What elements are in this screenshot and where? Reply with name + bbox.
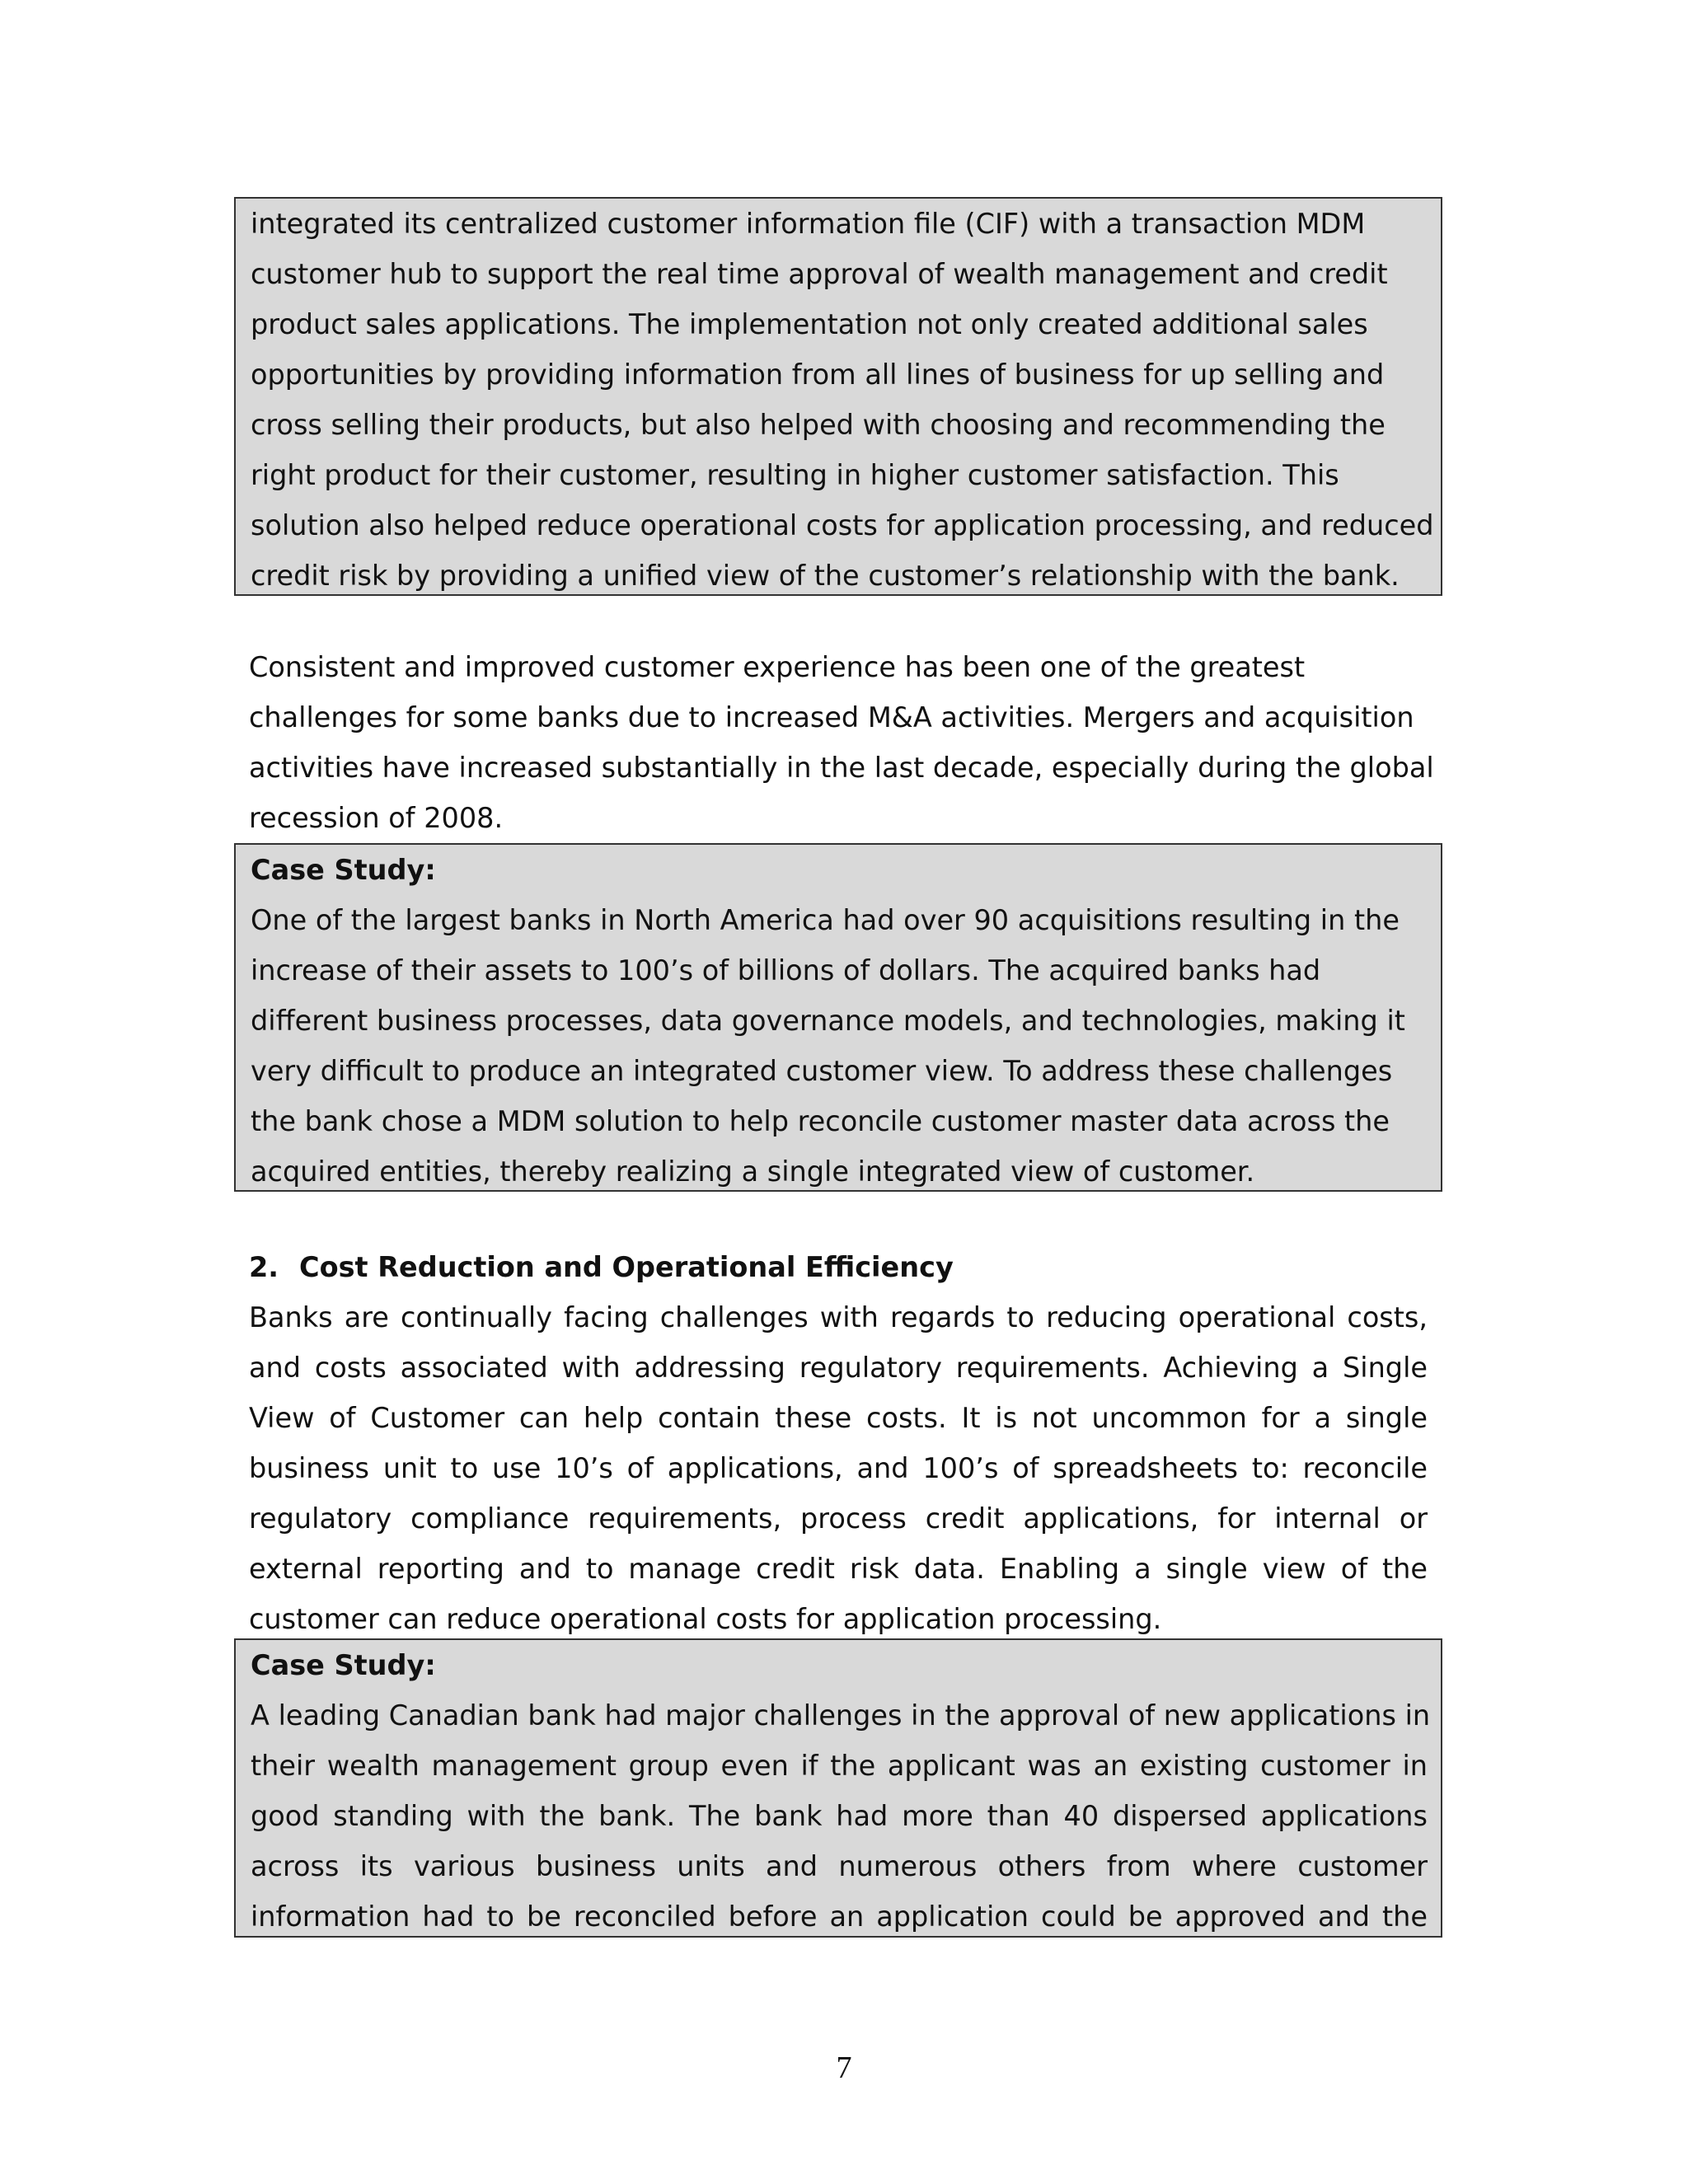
case-study-line: the bank chose a MDM solution to help reconcile customer master data across the xyxy=(251,1105,1390,1137)
case-study-line: product sales applications. The implementation not only created additional sales xyxy=(251,308,1368,340)
case-study-line: cross selling their products, but also helped with choosing and recommending the xyxy=(251,409,1386,441)
section-cost-reduction xyxy=(249,1242,1428,1644)
case-study-line: increase of their assets to 100’s of billions of dollars. The acquired banks had xyxy=(251,954,1321,987)
case-study-line: right product for their customer, resulting in higher customer satisfaction. This xyxy=(251,459,1339,491)
paragraph-line: recession of 2008. xyxy=(249,802,504,834)
case-study-line: opportunities by providing information from all lines of business for up selling and xyxy=(251,359,1385,391)
paragraph-line: regulatory compliance requirements, process credit applications, for internal or xyxy=(249,1502,1428,1535)
case-study-box-canadian-bank xyxy=(234,1638,1442,1938)
case-study-title: Case Study: xyxy=(251,854,436,886)
page-number: 7 xyxy=(836,2050,852,2085)
paragraph-line: external reporting and to manage credit risk data. Enabling a single view of the xyxy=(249,1553,1428,1585)
case-study-line: very difficult to produce an integrated customer view. To address these challenges xyxy=(251,1055,1393,1087)
case-study-box-acquisitions xyxy=(234,843,1442,1192)
case-study-line: A leading Canadian bank had major challenges in the approval of new applications in xyxy=(251,1699,1431,1732)
paragraph-line: Consistent and improved customer experience has been one of the greatest xyxy=(249,651,1306,683)
body-paragraph-mergers xyxy=(249,642,1434,843)
case-study-line: across its various business units and numerous others from where customer xyxy=(251,1850,1428,1882)
paragraph-line: business unit to use 10’s of applications, and 100’s of spreadsheets to: reconcile xyxy=(249,1452,1428,1484)
paragraph-line: View of Customer can help contain these costs. It is not uncommon for a single xyxy=(249,1402,1428,1434)
section-title: Cost Reduction and Operational Efficiency xyxy=(299,1251,954,1283)
case-study-line: One of the largest banks in North America had over 90 acquisitions resulting in the xyxy=(251,904,1400,936)
case-study-line: customer hub to support the real time approval of wealth management and credit xyxy=(251,258,1388,290)
section-heading xyxy=(249,1242,1428,1292)
paragraph-line: challenges for some banks due to increased M&A activities. Mergers and acquisition xyxy=(249,701,1414,733)
case-study-line: different business processes, data governance models, and technologies, making it xyxy=(251,1005,1405,1037)
case-study-line: integrated its centralized customer information file (CIF) with a transaction MDM xyxy=(251,208,1366,240)
case-study-line: credit risk by providing a unified view of the customer’s relationship with the bank. xyxy=(251,560,1400,592)
paragraph-line: activities have increased substantially in the last decade, especially during the global xyxy=(249,752,1434,784)
paragraph-line: and costs associated with addressing regulatory requirements. Achieving a Single xyxy=(249,1352,1428,1384)
paragraph-line: customer can reduce operational costs for application processing. xyxy=(249,1603,1162,1635)
case-study-line: good standing with the bank. The bank had more than 40 dispersed applications xyxy=(251,1800,1428,1832)
case-study-title: Case Study: xyxy=(251,1649,436,1681)
case-study-box-continued xyxy=(234,197,1442,596)
case-study-line: solution also helped reduce operational costs for application processing, and reduced xyxy=(251,509,1434,541)
paragraph-line: Banks are continually facing challenges with regards to reducing operational costs, xyxy=(249,1301,1428,1333)
case-study-line: information had to be reconciled before an application could be approved and the xyxy=(251,1900,1428,1933)
case-study-line: their wealth management group even if the applicant was an existing customer in xyxy=(251,1750,1428,1782)
section-number: 2. xyxy=(249,1251,279,1283)
case-study-line: acquired entities, thereby realizing a single integrated view of customer. xyxy=(251,1155,1255,1188)
